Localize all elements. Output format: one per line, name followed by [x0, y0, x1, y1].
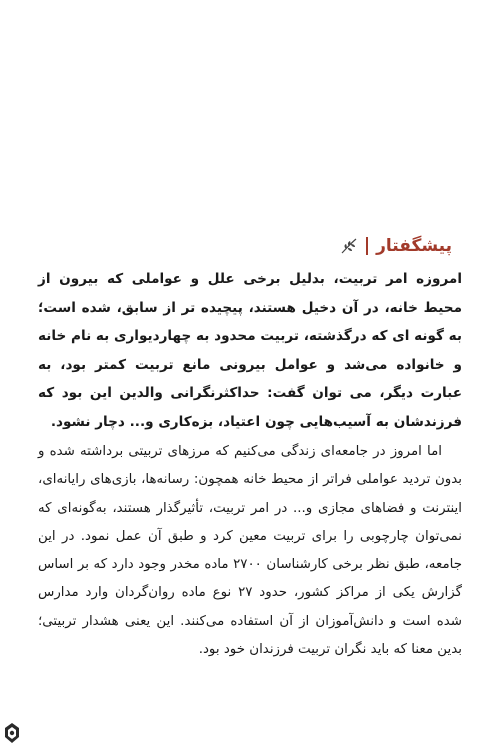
chapter-heading — [340, 236, 452, 256]
leaf-flourish-icon — [340, 237, 358, 255]
heading-divider — [366, 237, 368, 255]
publisher-seal-icon — [3, 722, 21, 744]
chapter-title: پیشگفتار — [376, 236, 452, 256]
intro-paragraph: امروزه امر تربیت، بدلیل برخی علل و عواملی که بیرون از محیط خانه، در آن دخیل هستند، پیچیده تر از سابق، شده است؛ به گونه ای که درگذشته، تربیت محدود به چهاردیواری به نام خانه و خانواده می‌شد و عوامل بیرونی مانع تربیت کمتر بود، به عبارت دیگر، می توان گفت: حداکثرنگرانی والدین این بود که فرزندشان به آسیب‌هایی چون اعتیاد، بزه‌کاری و... دچار نشود. — [38, 271, 462, 430]
body-paragraph — [38, 438, 462, 664]
publisher-logo — [0, 600, 26, 750]
body-text: اما امروز در جامعه‌ای زندگی می‌کنیم که مرزهای تربیتی برداشته شده و بدون تردید عواملی فراتر از محیط خانه همچون: رسانه‌ها، بازی‌های رایانه‌ای، اینترنت و فضاهای مجازی و... در امر تربیت، تأثیرگذار هستند، به‌گونه‌ای که نمی‌توان چارچوبی را برای تربیت معین کرد و طبق آن عمل نمود. در این جامعه، طبق نظر برخی کارشناسان ۲۷۰۰ ماده مخدر وجود دارد که بر اساس گزارش یکی از مراکز کشور، حدود ۲۷ نوع ماده روان‌گردان وارد مدارس شده است و دانش‌آموزان از آن استفاده می‌کنند. این یعنی هشدار تربیتی؛ بدین معنا که باید نگران تربیت فرزندان خود بود. — [38, 444, 462, 658]
